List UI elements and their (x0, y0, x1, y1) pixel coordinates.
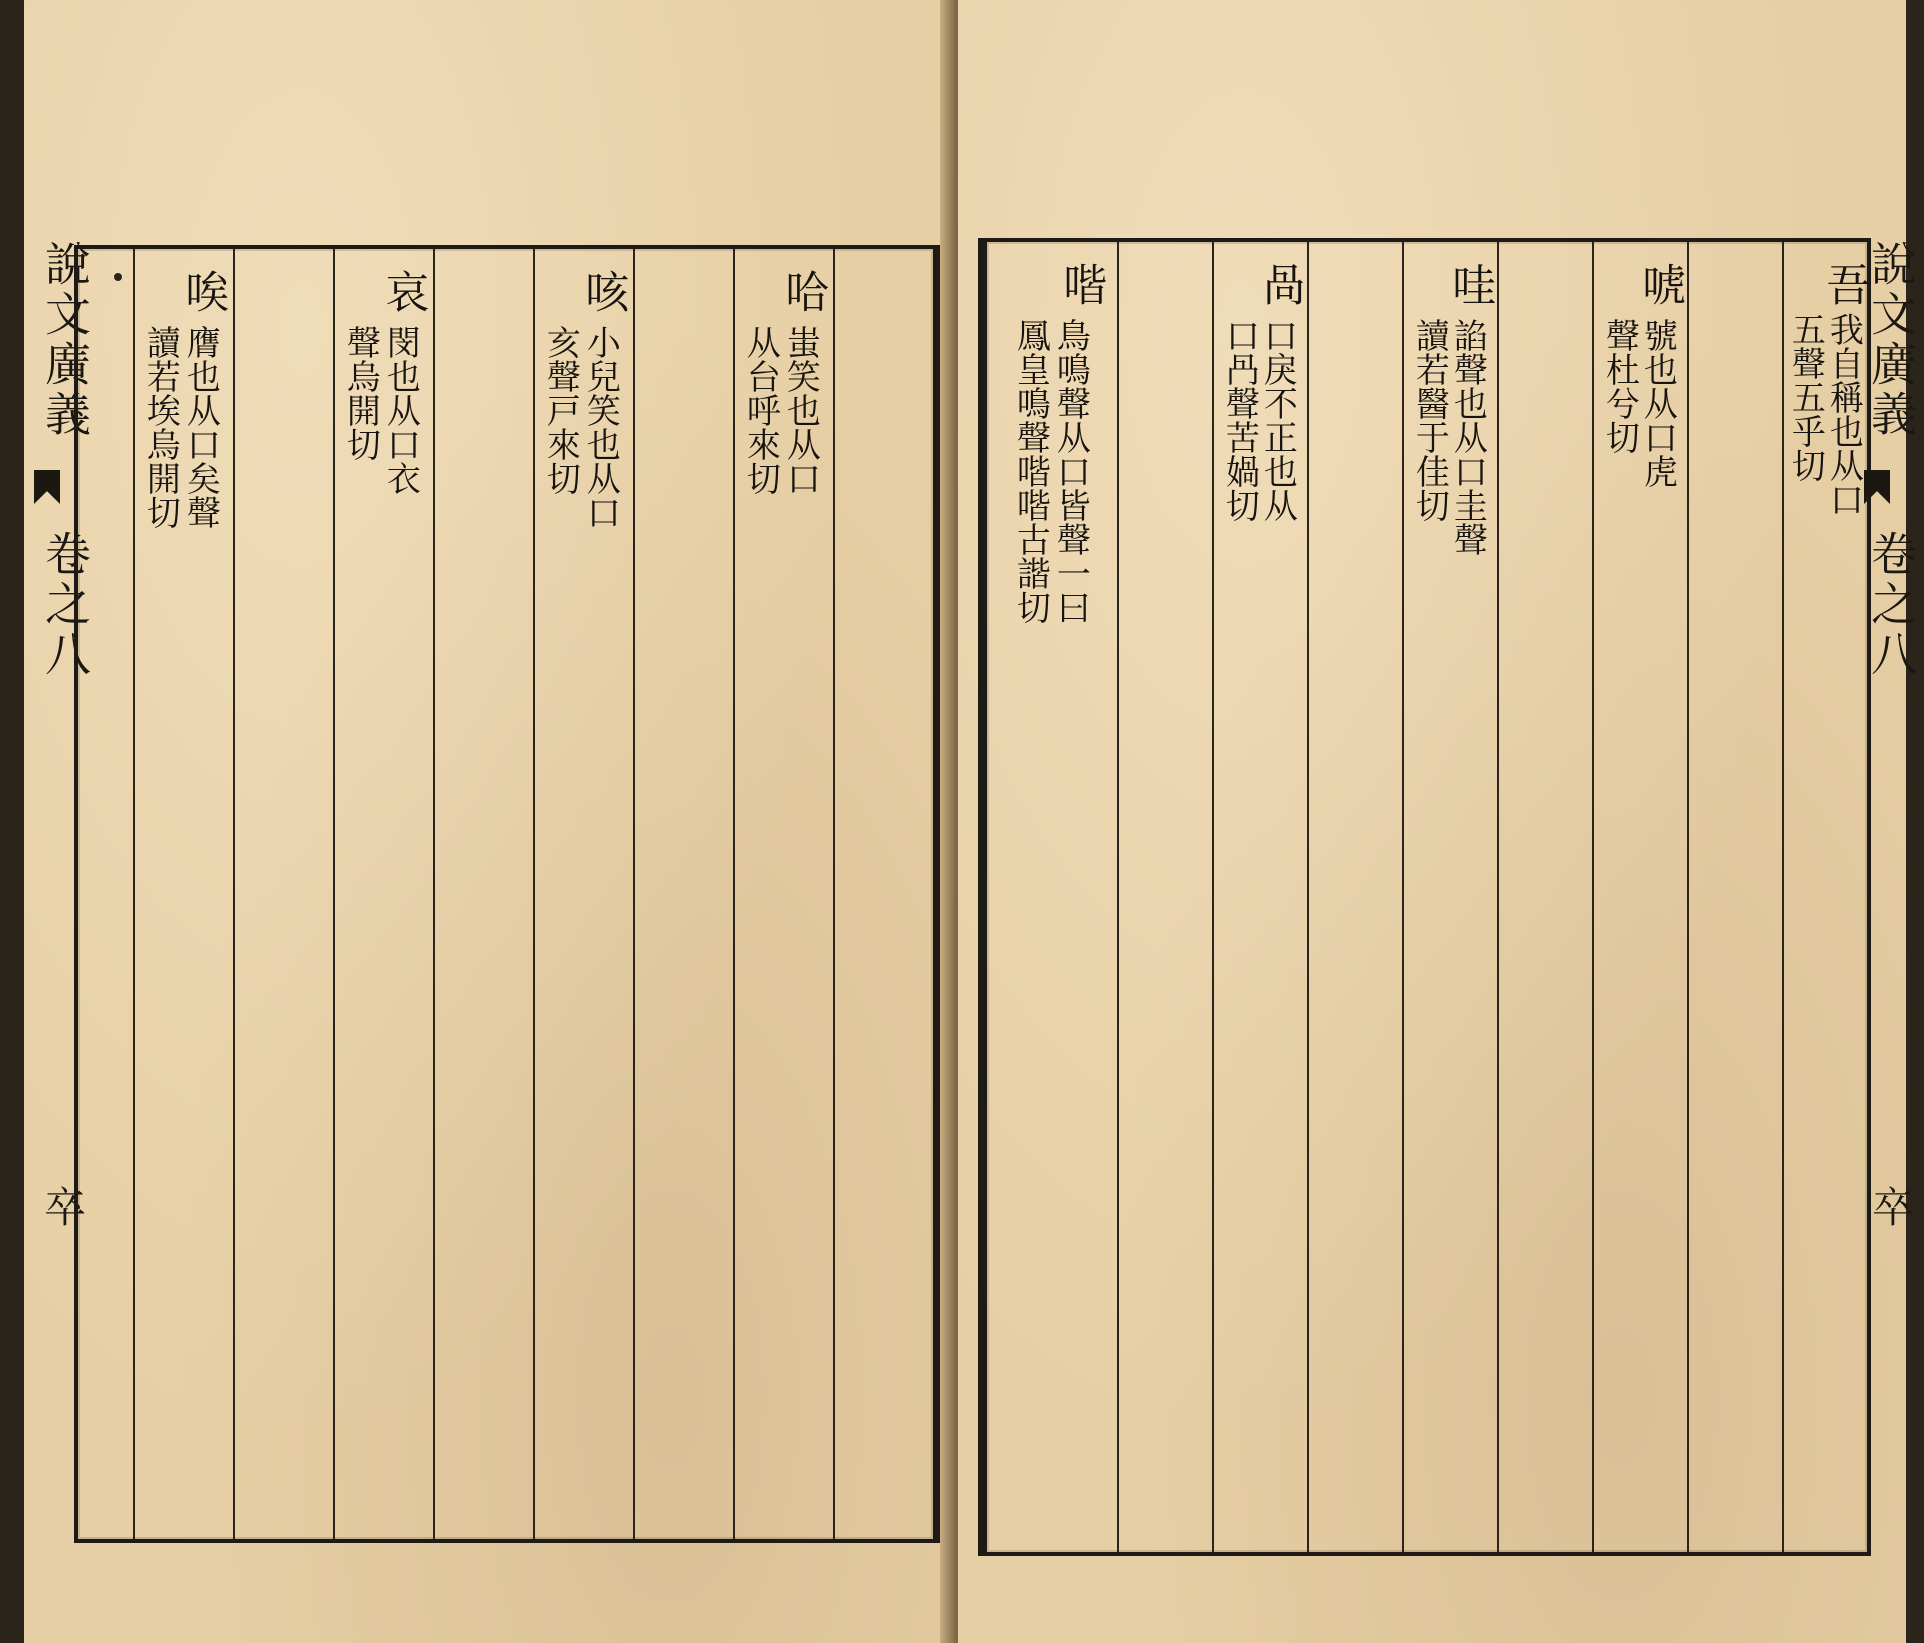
fish-tail-mark (34, 470, 60, 504)
ink-dot (114, 273, 122, 281)
right-col-5 (1309, 252, 1402, 1552)
right-col-4 (1404, 252, 1497, 1552)
gloss-line-2: 亥聲戸來切 (540, 325, 581, 495)
gloss-line-1: 諂聲也从口圭聲 (1447, 318, 1488, 556)
gloss-line-1: 我自稱也从口 (1823, 312, 1864, 516)
headword: 哀 (377, 269, 429, 315)
left-col-8 (78, 259, 133, 1539)
headword: 咳 (577, 269, 629, 315)
right-text-frame (978, 238, 1871, 1556)
headword: 咼 (1254, 262, 1306, 308)
headword: 喈 (1055, 262, 1107, 308)
gloss-line-1: 鳥鳴聲从口皆聲一曰 (1050, 318, 1091, 624)
gloss-line-1: 小兒笑也从口 (580, 325, 621, 529)
right-col-7 (1119, 252, 1212, 1552)
gloss-line-2: 五聲五乎切 (1785, 312, 1826, 482)
left-page (24, 0, 949, 1643)
gloss-line-2: 讀若埃烏開切 (140, 325, 181, 529)
gloss-line-1: 膺也从口矣聲 (180, 325, 221, 529)
left-margin-title: 說文廣義 (38, 240, 92, 440)
left-col-4 (435, 259, 533, 1539)
right-col-0 (1784, 252, 1870, 1552)
left-juan-label: 卷之八 (38, 530, 92, 680)
gloss-line-1: 口戾不正也从 (1257, 318, 1298, 522)
right-col-3 (1499, 252, 1592, 1552)
right-col-2 (1594, 252, 1687, 1552)
headword: 吾 (1818, 262, 1870, 308)
headword: 唬 (1634, 262, 1686, 308)
left-col-6 (235, 259, 333, 1539)
left-text-frame (74, 245, 942, 1543)
left-folio: 卒 (38, 1185, 87, 1227)
right-col-6 (1214, 252, 1307, 1552)
gloss-line-2: 口冎聲苦媧切 (1219, 318, 1260, 522)
gloss-line-2: 鳳皇鳴聲喈喈古諧切 (1010, 318, 1051, 624)
left-col-2 (635, 259, 733, 1539)
headword: 哇 (1444, 262, 1496, 308)
gloss-line-1: 閔也从口衣 (380, 325, 421, 495)
right-folio: 卒 (1866, 1185, 1915, 1227)
gloss-line-2: 从台呼來切 (740, 325, 781, 495)
left-col-7 (135, 259, 233, 1539)
left-col-3 (535, 259, 633, 1539)
gloss-line-1: 蚩笑也从口 (780, 325, 821, 495)
left-col-1 (735, 259, 833, 1539)
left-col-0 (835, 259, 927, 1539)
right-col-1 (1689, 252, 1782, 1552)
gloss-line-2: 讀若醫于佳切 (1409, 318, 1450, 522)
gloss-line-1: 號也从口虎 (1637, 318, 1678, 488)
headword: 唉 (177, 269, 229, 315)
left-col-5 (335, 259, 433, 1539)
gloss-line-2: 聲烏開切 (340, 325, 381, 461)
right-juan-label: 卷之八 (1864, 530, 1918, 680)
fish-tail-mark (1864, 470, 1890, 504)
right-col-8 (987, 252, 1115, 1552)
right-margin-title: 說文廣義 (1864, 240, 1918, 440)
right-page (958, 0, 1918, 1643)
gloss-line-2: 聲杜兮切 (1599, 318, 1640, 454)
headword: 哈 (777, 269, 829, 315)
